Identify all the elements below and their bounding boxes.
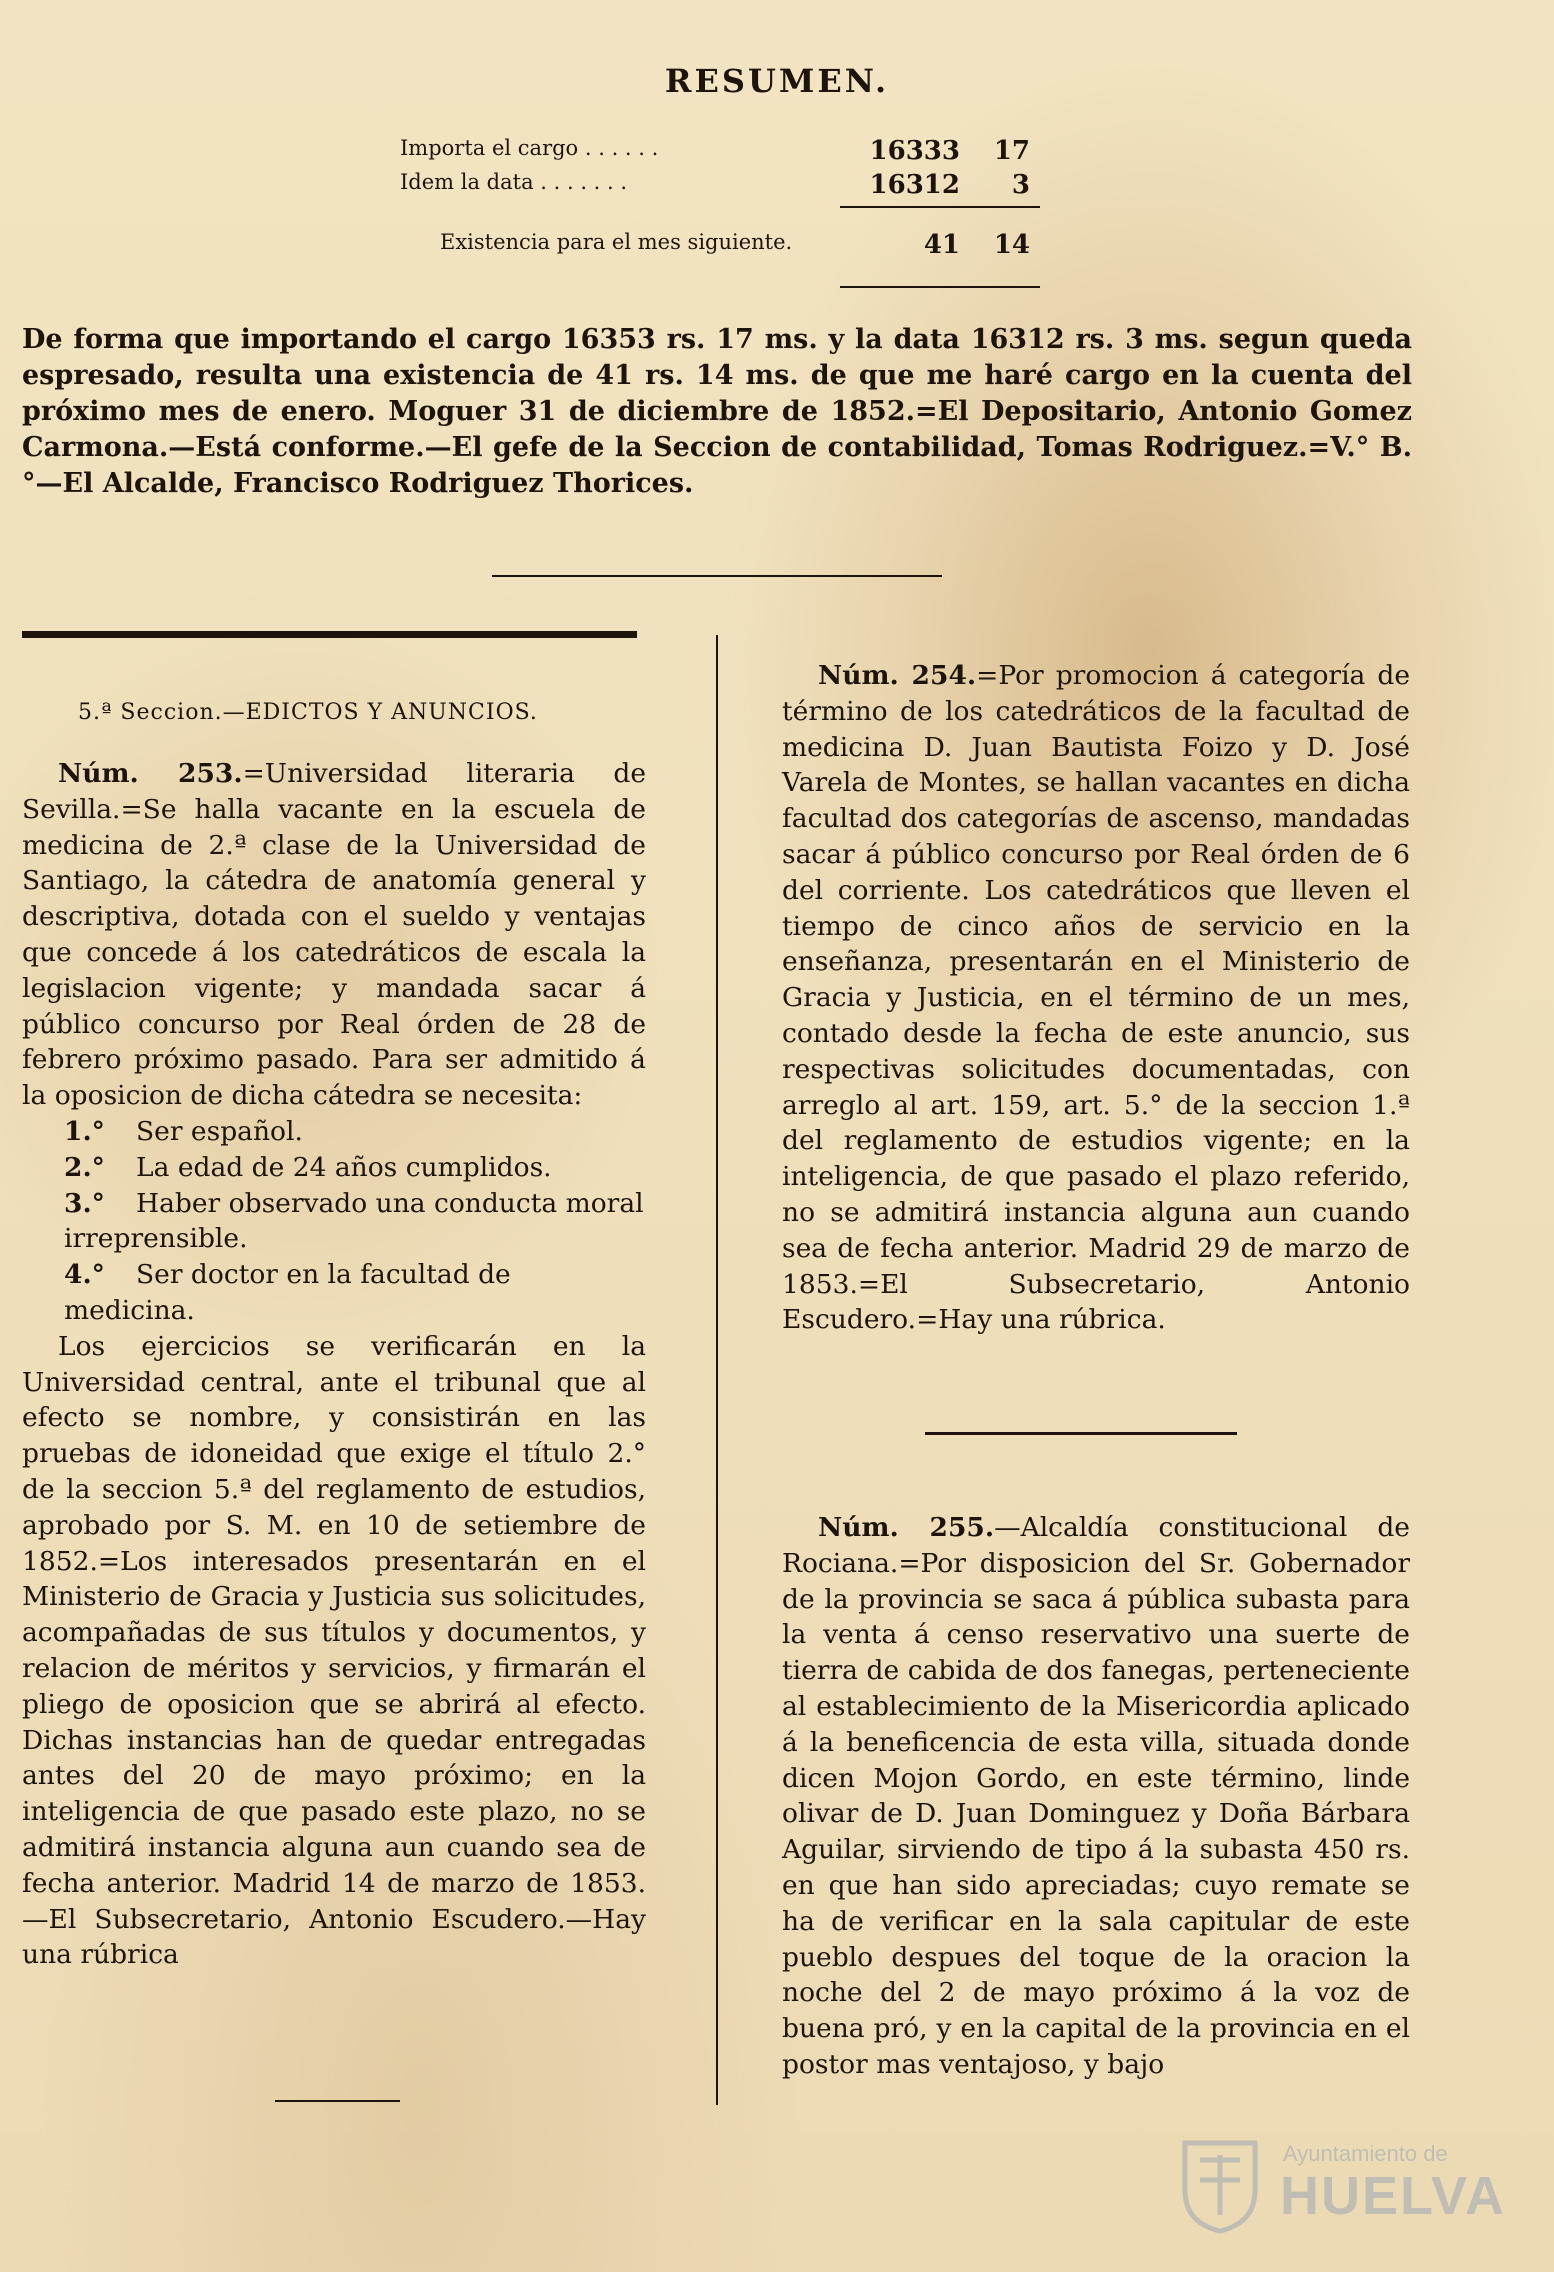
summary-value-main: 16333	[869, 136, 960, 166]
summary-total-rule	[840, 286, 1040, 288]
announcement-number: Núm. 253.	[58, 758, 243, 789]
summary-sum-rule	[840, 206, 1040, 208]
announcement-text: =Por promocion á categoría de término de los catedráticos de la facultad de medicina D. Juan Bautista Foizo y D. José Varela de Montes, se hallan vacantes en dicha facultad dos categorías de ascenso, mandadas sacar á público concurso por Real órden de 6 del corriente. Los catedráticos que lleven el tiempo de cinco años de servicio en la enseñanza, presentarán en el Ministerio de Gracia y Justicia, en el término de un mes, contado desde la fecha de este anuncio, sus respectivas solicitudes documentadas, con arreglo al art. 159, art. 5.° de la seccion 1.ª del reglamento de estudios vigente; en la inteligencia, de que pasado el plazo referido, no se admitirá instancia alguna aun cuando sea de fecha anterior. Madrid 29 de marzo de 1853.=El Subsecretario, Antonio Escudero.=Hay una rúbrica.	[782, 660, 1410, 1336]
requirement-item	[22, 1186, 646, 1258]
requirement-number: 3.°	[64, 1187, 105, 1219]
column-top-rule	[22, 631, 637, 638]
section-heading: 5.ª Seccion.—EDICTOS Y ANUNCIOS.	[78, 700, 538, 725]
announcement-number: Núm. 254.	[818, 660, 977, 691]
requirement-item	[22, 1150, 646, 1186]
requirement-number: 1.°	[64, 1115, 105, 1147]
article-divider	[925, 1432, 1237, 1435]
announcement-number: Núm. 255.	[818, 1512, 995, 1543]
announcement-body: Los ejercicios se verificarán en la Universidad central, ante el tribunal que al efecto se nombre, y consistirán en las pruebas de idoneidad que exige el título 2.° de la seccion 5.ª del reglamento de estudios, aprobado por S. M. en 10 de setiembre de 1852.=Los interesados presentarán en el Ministerio de Gracia y Justicia sus solicitudes, acompañadas de sus títulos y documentos, y relacion de méritos y servicios, y firmarán el pliego de oposicion que se abrirá al efecto. Dichas instancias han de quedar entregadas antes del 20 de mayo próximo; en la inteligencia de que pasado este plazo, no se admitirá instancia alguna aun cuando sea de fecha anterior. Madrid 14 de marzo de 1853.—El Subsecretario, Antonio Escudero.—Hay una rúbrica	[22, 1330, 646, 1971]
requirement-text: La edad de 24 años cumplidos.	[136, 1151, 552, 1183]
summary-paragraph: De forma que importando el cargo 16353 rs. 17 ms. y la data 16312 rs. 3 ms. segun queda espresado, resulta una existencia de 41 rs. 14 ms. de que me haré cargo en la cuenta del próximo mes de enero. Moguer 31 de diciembre de 1852.=El Depositario, Antonio Gomez Carmona.—Está conforme.—El gefe de la Seccion de contabilidad, Tomas Rodriguez.=V.° B.°—El Alcalde, Francisco Rodriguez Thorices.	[22, 324, 1412, 499]
summary-value-main: 41	[923, 230, 960, 260]
announcement-253	[22, 756, 646, 1973]
column-divider	[716, 635, 718, 2105]
summary-row-cargo	[400, 136, 1030, 166]
requirement-item	[22, 1257, 646, 1329]
requirement-item	[22, 1114, 646, 1150]
announcement-254	[782, 658, 1410, 1338]
requirement-number: 4.°	[64, 1259, 105, 1291]
requirement-text: Ser español.	[136, 1115, 303, 1147]
watermark-line2: HUELVA	[1280, 2166, 1506, 2226]
huelva-watermark	[1175, 2135, 1505, 2245]
summary-title: RESUMEN.	[664, 62, 890, 100]
summary-value-main: 16312	[869, 170, 960, 200]
summary-label: Existencia para el mes siguiente.	[440, 230, 793, 254]
announcement-text: =Universidad literaria de Sevilla.=Se halla vacante en la escuela de medicina de 2.ª clase de la Universidad de Santiago, la cátedra de anatomía general y descriptiva, dotada con el sueldo y ventajas que concede á los catedráticos de escala la legislacion vigente; y mandada sacar á público concurso por Real órden de 28 de febrero próximo pasado. Para ser admitido á la oposicion de dicha cátedra se necesita:	[22, 758, 647, 1112]
requirement-number: 2.°	[64, 1151, 105, 1183]
summary-row-existencia	[440, 230, 1030, 260]
summary-value-minor: 3	[1011, 170, 1030, 200]
requirement-text: Haber observado una conducta moral irreprensible.	[64, 1187, 644, 1255]
summary-value-minor: 14	[993, 230, 1030, 260]
requirement-text: Ser doctor en la facultad de medicina.	[64, 1259, 511, 1326]
summary-label: Idem la data . . . . . . .	[400, 170, 628, 194]
watermark-line1: Ayuntamiento de	[1283, 2141, 1448, 2166]
summary-row-data	[400, 170, 1030, 200]
announcement-text: —Alcaldía constitucional de Rociana.=Por disposicion del Sr. Gobernador de la provincia se saca á pública subasta para la venta á censo reservativo una suerte de tierra de cabida de dos fanegas, perteneciente al establecimiento de la Misericordia aplicado á la beneficencia de esta villa, situada donde dicen Mojon Gordo, en este término, linde olivar de D. Juan Dominguez y Doña Bárbara Aguilar, sirviendo de tipo á la subasta 450 rs. en que han sido apreciadas; cuyo remate se ha de verificar en la sala capitular de este pueblo despues del toque de la oracion la noche del 2 de mayo próximo á la voz de buena pró, y en la capital de la provincia en el postor mas ventajoso, y bajo	[782, 1512, 1410, 2080]
ornamental-divider	[492, 575, 942, 577]
coat-of-arms-icon	[1175, 2135, 1265, 2235]
end-rule	[275, 2100, 400, 2102]
summary-label: Importa el cargo . . . . . .	[400, 136, 659, 160]
summary-value-minor: 17	[993, 136, 1030, 166]
announcement-255	[782, 1510, 1410, 2083]
